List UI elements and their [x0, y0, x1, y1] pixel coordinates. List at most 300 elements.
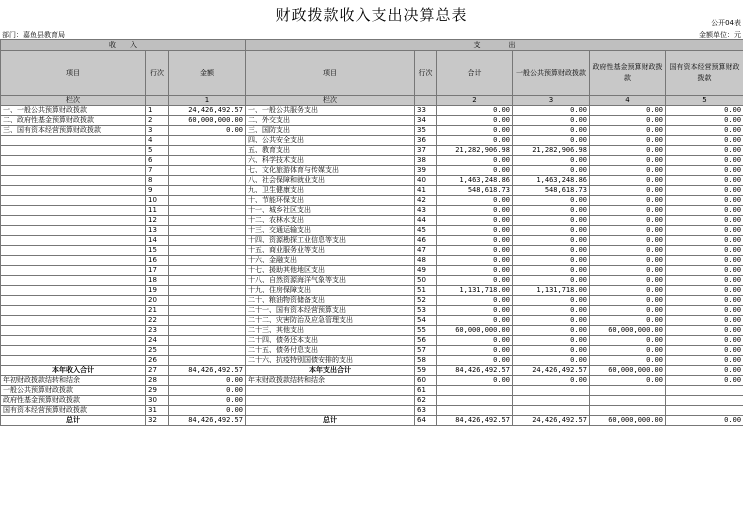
- expense-general-cell[interactable]: 0.00: [513, 326, 590, 336]
- expense-line-cell[interactable]: 36: [415, 136, 437, 146]
- income-line-cell[interactable]: 2: [146, 116, 169, 126]
- expense-fund-cell[interactable]: 0.00: [590, 356, 666, 366]
- income-amount-cell[interactable]: 0.00: [169, 386, 246, 396]
- expense-fund-cell[interactable]: 0.00: [590, 156, 666, 166]
- income-amount-cell[interactable]: [169, 306, 246, 316]
- income-amount-cell[interactable]: 24,426,492.57: [169, 106, 246, 116]
- expense-total-cell[interactable]: [437, 396, 513, 406]
- expense-general-cell[interactable]: 0.00: [513, 206, 590, 216]
- expense-total-label[interactable]: 本年支出合计: [246, 366, 415, 376]
- income-total-label[interactable]: 本年收入合计: [1, 366, 146, 376]
- expense-item-cell[interactable]: 十一、城乡社区支出: [246, 206, 415, 216]
- expense-general-cell[interactable]: 0.00: [513, 236, 590, 246]
- expense-line-cell[interactable]: 40: [415, 176, 437, 186]
- expense-state-cell[interactable]: 0.00: [666, 186, 743, 196]
- expense-total-general[interactable]: 24,426,492.57: [513, 366, 590, 376]
- expense-line-cell[interactable]: 51: [415, 286, 437, 296]
- expense-general-cell[interactable]: 1,463,248.86: [513, 176, 590, 186]
- income-line-cell[interactable]: 15: [146, 246, 169, 256]
- income-line-cell[interactable]: 4: [146, 136, 169, 146]
- income-amount-cell[interactable]: [169, 346, 246, 356]
- expense-general-cell[interactable]: [513, 406, 590, 416]
- income-line-cell[interactable]: 24: [146, 336, 169, 346]
- expense-fund-cell[interactable]: 0.00: [590, 196, 666, 206]
- expense-fund-cell[interactable]: 0.00: [590, 286, 666, 296]
- income-amount-cell[interactable]: 0.00: [169, 396, 246, 406]
- income-line-cell[interactable]: 22: [146, 316, 169, 326]
- expense-item-cell[interactable]: 十八、自然资源海洋气象等支出: [246, 276, 415, 286]
- income-item-cell[interactable]: [1, 186, 146, 196]
- expense-state-cell[interactable]: 0.00: [666, 176, 743, 186]
- income-amount-cell[interactable]: [169, 216, 246, 226]
- income-item-cell[interactable]: [1, 176, 146, 186]
- expense-general-cell[interactable]: 0.00: [513, 336, 590, 346]
- expense-general-cell[interactable]: 0.00: [513, 156, 590, 166]
- expense-item-cell[interactable]: 一、一般公共服务支出: [246, 106, 415, 116]
- expense-general-cell[interactable]: 0.00: [513, 256, 590, 266]
- expense-item-cell[interactable]: 二十一、国有资本经营预算支出: [246, 306, 415, 316]
- expense-fund-cell[interactable]: 0.00: [590, 316, 666, 326]
- expense-line-cell[interactable]: 53: [415, 306, 437, 316]
- income-item-cell[interactable]: [1, 196, 146, 206]
- expense-state-cell[interactable]: 0.00: [666, 256, 743, 266]
- income-amount-cell[interactable]: [169, 206, 246, 216]
- income-item-cell[interactable]: [1, 306, 146, 316]
- expense-general-cell[interactable]: 0.00: [513, 136, 590, 146]
- expense-line-cell[interactable]: 35: [415, 126, 437, 136]
- income-item-cell[interactable]: [1, 266, 146, 276]
- expense-state-cell[interactable]: 0.00: [666, 216, 743, 226]
- income-line-cell[interactable]: 30: [146, 396, 169, 406]
- expense-fund-cell[interactable]: 60,000,000.00: [590, 326, 666, 336]
- income-item-cell[interactable]: 政府性基金预算财政拨款: [1, 396, 146, 406]
- expense-fund-cell[interactable]: 0.00: [590, 256, 666, 266]
- income-amount-cell[interactable]: [169, 256, 246, 266]
- income-amount-cell[interactable]: [169, 266, 246, 276]
- expense-general-cell[interactable]: 0.00: [513, 226, 590, 236]
- expense-total-cell[interactable]: [437, 386, 513, 396]
- expense-state-cell[interactable]: 0.00: [666, 116, 743, 126]
- income-line-cell[interactable]: 20: [146, 296, 169, 306]
- expense-general-cell[interactable]: 0.00: [513, 346, 590, 356]
- expense-fund-cell[interactable]: 0.00: [590, 206, 666, 216]
- income-amount-cell[interactable]: [169, 246, 246, 256]
- expense-item-cell[interactable]: 五、教育支出: [246, 146, 415, 156]
- expense-state-cell[interactable]: 0.00: [666, 146, 743, 156]
- expense-state-cell[interactable]: 0.00: [666, 346, 743, 356]
- expense-item-cell[interactable]: 三、国防支出: [246, 126, 415, 136]
- expense-total-state[interactable]: 0.00: [666, 416, 743, 426]
- expense-fund-cell[interactable]: 0.00: [590, 336, 666, 346]
- income-line-cell[interactable]: 25: [146, 346, 169, 356]
- expense-total-cell[interactable]: 0.00: [437, 236, 513, 246]
- income-amount-cell[interactable]: 0.00: [169, 376, 246, 386]
- expense-line-cell[interactable]: 43: [415, 206, 437, 216]
- expense-line-cell[interactable]: 56: [415, 336, 437, 346]
- expense-item-cell[interactable]: 二十六、抗疫特别国债安排的支出: [246, 356, 415, 366]
- income-amount-cell[interactable]: [169, 176, 246, 186]
- expense-item-cell[interactable]: 七、文化旅游体育与传媒支出: [246, 166, 415, 176]
- income-line-cell[interactable]: 26: [146, 356, 169, 366]
- income-amount-cell[interactable]: 60,000,000.00: [169, 116, 246, 126]
- income-item-cell[interactable]: [1, 166, 146, 176]
- budget-table: [0, 39, 743, 426]
- expense-total-cell[interactable]: 0.00: [437, 256, 513, 266]
- income-amount-cell[interactable]: [169, 286, 246, 296]
- expense-fund-cell[interactable]: 0.00: [590, 136, 666, 146]
- income-amount-cell[interactable]: [169, 136, 246, 146]
- income-total-line[interactable]: 32: [146, 416, 169, 426]
- expense-line-cell[interactable]: 52: [415, 296, 437, 306]
- expense-state-cell[interactable]: 0.00: [666, 296, 743, 306]
- income-line-cell[interactable]: 23: [146, 326, 169, 336]
- expense-fund-cell[interactable]: [590, 386, 666, 396]
- expense-general-cell[interactable]: 548,618.73: [513, 186, 590, 196]
- expense-fund-cell[interactable]: 0.00: [590, 306, 666, 316]
- expense-total-cell[interactable]: 0.00: [437, 116, 513, 126]
- expense-general-cell[interactable]: [513, 396, 590, 406]
- income-line-cell[interactable]: 29: [146, 386, 169, 396]
- income-amount-cell[interactable]: [169, 196, 246, 206]
- expense-state-cell[interactable]: [666, 386, 743, 396]
- income-item-cell[interactable]: [1, 336, 146, 346]
- expense-item-cell[interactable]: 十五、商业服务业等支出: [246, 246, 415, 256]
- table-row: [1, 196, 743, 206]
- expense-line-cell[interactable]: 48: [415, 256, 437, 266]
- expense-total-cell[interactable]: 0.00: [437, 226, 513, 236]
- expense-general-cell[interactable]: 0.00: [513, 216, 590, 226]
- income-item-cell[interactable]: 一般公共预算财政拨款: [1, 386, 146, 396]
- income-line-cell[interactable]: 17: [146, 266, 169, 276]
- income-item-cell[interactable]: [1, 286, 146, 296]
- expense-state-cell[interactable]: 0.00: [666, 206, 743, 216]
- income-line-cell[interactable]: 8: [146, 176, 169, 186]
- table-row: [1, 256, 743, 266]
- income-item-cell[interactable]: [1, 346, 146, 356]
- expense-general-cell[interactable]: 0.00: [513, 266, 590, 276]
- income-amount-cell[interactable]: [169, 166, 246, 176]
- header-fund: 政府性基金预算财政拨款: [590, 51, 666, 96]
- expense-item-cell[interactable]: 十七、援助其他地区支出: [246, 266, 415, 276]
- income-item-cell[interactable]: [1, 236, 146, 246]
- income-line-cell[interactable]: 7: [146, 166, 169, 176]
- expense-item-cell[interactable]: 二十、粮油物资储备支出: [246, 296, 415, 306]
- income-item-cell[interactable]: 年初财政拨款结转和结余: [1, 376, 146, 386]
- income-item-cell[interactable]: [1, 226, 146, 236]
- expense-item-cell[interactable]: 二十三、其他支出: [246, 326, 415, 336]
- expense-line-cell[interactable]: 50: [415, 276, 437, 286]
- expense-item-cell[interactable]: 十四、资源勘探工业信息等支出: [246, 236, 415, 246]
- income-item-cell[interactable]: [1, 136, 146, 146]
- expense-item-cell[interactable]: 六、科学技术支出: [246, 156, 415, 166]
- income-line-cell[interactable]: 19: [146, 286, 169, 296]
- expense-fund-cell[interactable]: 0.00: [590, 146, 666, 156]
- expense-fund-cell[interactable]: 0.00: [590, 246, 666, 256]
- expense-line-cell[interactable]: 34: [415, 116, 437, 126]
- income-item-cell[interactable]: 一、一般公共预算财政拨款: [1, 106, 146, 116]
- expense-fund-cell[interactable]: 0.00: [590, 166, 666, 176]
- income-item-cell[interactable]: [1, 206, 146, 216]
- income-amount-cell[interactable]: [169, 356, 246, 366]
- expense-total-cell[interactable]: 0.00: [437, 276, 513, 286]
- expense-general-cell[interactable]: 0.00: [513, 126, 590, 136]
- expense-state-cell[interactable]: [666, 396, 743, 406]
- expense-line-cell[interactable]: 60: [415, 376, 437, 386]
- expense-line-cell[interactable]: 39: [415, 166, 437, 176]
- income-amount-cell[interactable]: [169, 186, 246, 196]
- expense-state-cell[interactable]: 0.00: [666, 316, 743, 326]
- income-amount-cell[interactable]: [169, 156, 246, 166]
- expense-state-cell[interactable]: 0.00: [666, 226, 743, 236]
- income-total-line[interactable]: 27: [146, 366, 169, 376]
- income-line-cell[interactable]: 1: [146, 106, 169, 116]
- expense-state-cell[interactable]: 0.00: [666, 326, 743, 336]
- expense-item-cell[interactable]: [246, 386, 415, 396]
- expense-fund-cell[interactable]: 0.00: [590, 346, 666, 356]
- expense-total-cell[interactable]: 0.00: [437, 136, 513, 146]
- expense-item-cell[interactable]: 十九、住房保障支出: [246, 286, 415, 296]
- income-total-amount[interactable]: 84,426,492.57: [169, 416, 246, 426]
- expense-total-cell[interactable]: 0.00: [437, 316, 513, 326]
- income-item-cell[interactable]: [1, 216, 146, 226]
- expense-state-cell[interactable]: 0.00: [666, 166, 743, 176]
- expense-total-line[interactable]: 64: [415, 416, 437, 426]
- expense-total-general[interactable]: 24,426,492.57: [513, 416, 590, 426]
- income-item-cell[interactable]: [1, 296, 146, 306]
- expense-item-cell[interactable]: 十二、农林水支出: [246, 216, 415, 226]
- income-amount-cell[interactable]: [169, 316, 246, 326]
- expense-total-cell[interactable]: 0.00: [437, 376, 513, 386]
- expense-line-cell[interactable]: 57: [415, 346, 437, 356]
- expense-state-cell[interactable]: 0.00: [666, 356, 743, 366]
- expense-state-cell[interactable]: 0.00: [666, 156, 743, 166]
- table-row: [1, 396, 743, 406]
- income-amount-cell[interactable]: [169, 326, 246, 336]
- expense-general-cell[interactable]: 0.00: [513, 196, 590, 206]
- expense-line-cell[interactable]: 58: [415, 356, 437, 366]
- expense-total-cell[interactable]: 0.00: [437, 196, 513, 206]
- expense-fund-cell[interactable]: 0.00: [590, 126, 666, 136]
- form-number: 公开04表: [711, 19, 741, 27]
- expense-line-cell[interactable]: 54: [415, 316, 437, 326]
- expense-total-cell[interactable]: 0.00: [437, 306, 513, 316]
- expense-fund-cell[interactable]: 0.00: [590, 266, 666, 276]
- expense-item-cell[interactable]: [246, 406, 415, 416]
- income-amount-cell[interactable]: 0.00: [169, 406, 246, 416]
- expense-general-cell[interactable]: 21,282,906.98: [513, 146, 590, 156]
- income-amount-cell[interactable]: [169, 296, 246, 306]
- expense-general-cell[interactable]: 0.00: [513, 306, 590, 316]
- income-line-cell[interactable]: 10: [146, 196, 169, 206]
- expense-line-cell[interactable]: 61: [415, 386, 437, 396]
- expense-item-cell[interactable]: 二十四、债务还本支出: [246, 336, 415, 346]
- expense-state-cell[interactable]: 0.00: [666, 336, 743, 346]
- expense-general-cell[interactable]: 0.00: [513, 246, 590, 256]
- expense-total-cell[interactable]: 0.00: [437, 266, 513, 276]
- expense-item-cell[interactable]: 二十五、债务付息支出: [246, 346, 415, 356]
- expense-total-cell[interactable]: 0.00: [437, 156, 513, 166]
- expense-fund-cell[interactable]: 0.00: [590, 236, 666, 246]
- expense-general-cell[interactable]: 0.00: [513, 296, 590, 306]
- expense-general-cell[interactable]: 0.00: [513, 106, 590, 116]
- income-item-cell[interactable]: [1, 246, 146, 256]
- expense-line-cell[interactable]: 38: [415, 156, 437, 166]
- income-item-cell[interactable]: [1, 256, 146, 266]
- expense-state-cell[interactable]: 0.00: [666, 376, 743, 386]
- expense-fund-cell[interactable]: 0.00: [590, 216, 666, 226]
- expense-item-cell[interactable]: 十六、金融支出: [246, 256, 415, 266]
- expense-line-cell[interactable]: 46: [415, 236, 437, 246]
- expense-fund-cell[interactable]: 0.00: [590, 226, 666, 236]
- expense-general-cell[interactable]: 0.00: [513, 276, 590, 286]
- expense-item-cell[interactable]: 九、卫生健康支出: [246, 186, 415, 196]
- expense-line-cell[interactable]: 49: [415, 266, 437, 276]
- expense-line-cell[interactable]: 41: [415, 186, 437, 196]
- expense-state-cell[interactable]: 0.00: [666, 266, 743, 276]
- income-amount-cell[interactable]: [169, 276, 246, 286]
- expense-item-cell[interactable]: 年末财政拨款结转和结余: [246, 376, 415, 386]
- unit-label: 金额单位：元: [699, 31, 741, 39]
- income-line-cell[interactable]: 5: [146, 146, 169, 156]
- expense-general-cell[interactable]: 1,131,718.00: [513, 286, 590, 296]
- expense-general-cell[interactable]: 0.00: [513, 376, 590, 386]
- expense-total-cell[interactable]: 0.00: [437, 336, 513, 346]
- expense-line-cell[interactable]: 47: [415, 246, 437, 256]
- expense-total-line[interactable]: 59: [415, 366, 437, 376]
- expense-line-cell[interactable]: 33: [415, 106, 437, 116]
- income-line-cell[interactable]: 13: [146, 226, 169, 236]
- expense-fund-cell[interactable]: 0.00: [590, 106, 666, 116]
- expense-state-cell[interactable]: 0.00: [666, 286, 743, 296]
- expense-item-cell[interactable]: [246, 396, 415, 406]
- expense-total-cell[interactable]: 0.00: [437, 206, 513, 216]
- expense-general-cell[interactable]: 0.00: [513, 116, 590, 126]
- expense-state-cell[interactable]: 0.00: [666, 276, 743, 286]
- expense-item-cell[interactable]: 八、社会保障和就业支出: [246, 176, 415, 186]
- expense-line-cell[interactable]: 42: [415, 196, 437, 206]
- income-line-cell[interactable]: 16: [146, 256, 169, 266]
- expense-item-cell[interactable]: 二、外交支出: [246, 116, 415, 126]
- expense-state-cell[interactable]: 0.00: [666, 196, 743, 206]
- expense-total-total[interactable]: 84,426,492.57: [437, 416, 513, 426]
- expense-line-cell[interactable]: 44: [415, 216, 437, 226]
- income-total-amount[interactable]: 84,426,492.57: [169, 366, 246, 376]
- expense-total-cell[interactable]: 0.00: [437, 346, 513, 356]
- income-line-cell[interactable]: 6: [146, 156, 169, 166]
- income-amount-cell[interactable]: [169, 236, 246, 246]
- expense-total-label[interactable]: 总计: [246, 416, 415, 426]
- expense-total-fund[interactable]: 60,000,000.00: [590, 416, 666, 426]
- expense-total-cell[interactable]: 548,618.73: [437, 186, 513, 196]
- expense-total-fund[interactable]: 60,000,000.00: [590, 366, 666, 376]
- expense-item-cell[interactable]: 四、公共安全支出: [246, 136, 415, 146]
- income-section-header: 收 入: [1, 40, 246, 51]
- expense-total-cell[interactable]: 0.00: [437, 356, 513, 366]
- expense-fund-cell[interactable]: 0.00: [590, 116, 666, 126]
- expense-fund-cell[interactable]: 0.00: [590, 296, 666, 306]
- expense-line-cell[interactable]: 37: [415, 146, 437, 156]
- expense-total-cell[interactable]: 0.00: [437, 296, 513, 306]
- expense-state-cell[interactable]: 0.00: [666, 106, 743, 116]
- income-line-cell[interactable]: 11: [146, 206, 169, 216]
- income-line-cell[interactable]: 28: [146, 376, 169, 386]
- income-amount-cell[interactable]: [169, 336, 246, 346]
- expense-total-cell[interactable]: 1,131,718.00: [437, 286, 513, 296]
- table-row: [1, 176, 743, 186]
- expense-fund-cell[interactable]: [590, 396, 666, 406]
- income-amount-cell[interactable]: [169, 146, 246, 156]
- income-amount-cell[interactable]: 0.00: [169, 126, 246, 136]
- income-line-cell[interactable]: 9: [146, 186, 169, 196]
- income-item-cell[interactable]: 二、政府性基金预算财政拨款: [1, 116, 146, 126]
- expense-line-cell[interactable]: 45: [415, 226, 437, 236]
- expense-general-cell[interactable]: 0.00: [513, 316, 590, 326]
- expense-general-cell[interactable]: 0.00: [513, 166, 590, 176]
- expense-fund-cell[interactable]: 0.00: [590, 276, 666, 286]
- income-item-cell[interactable]: [1, 316, 146, 326]
- income-item-cell[interactable]: [1, 276, 146, 286]
- income-line-cell[interactable]: 18: [146, 276, 169, 286]
- column-header-row: [1, 51, 743, 96]
- expense-line-cell[interactable]: 63: [415, 406, 437, 416]
- expense-total-cell[interactable]: 1,463,248.86: [437, 176, 513, 186]
- expense-total-cell[interactable]: 0.00: [437, 126, 513, 136]
- header-total: 合计: [437, 51, 513, 96]
- expense-state-cell[interactable]: 0.00: [666, 136, 743, 146]
- income-amount-cell[interactable]: [169, 226, 246, 236]
- expense-fund-cell[interactable]: 0.00: [590, 176, 666, 186]
- expense-fund-cell[interactable]: 0.00: [590, 186, 666, 196]
- income-total-label[interactable]: 总计: [1, 416, 146, 426]
- expense-total-cell[interactable]: 60,000,000.00: [437, 326, 513, 336]
- income-item-cell[interactable]: [1, 356, 146, 366]
- expense-fund-cell[interactable]: [590, 406, 666, 416]
- expense-total-cell[interactable]: 21,282,906.98: [437, 146, 513, 156]
- expense-line-cell[interactable]: 62: [415, 396, 437, 406]
- expense-total-cell[interactable]: 0.00: [437, 246, 513, 256]
- expense-general-cell[interactable]: 0.00: [513, 356, 590, 366]
- expense-item-cell[interactable]: 十三、交通运输支出: [246, 226, 415, 236]
- expense-state-cell[interactable]: 0.00: [666, 126, 743, 136]
- expense-state-cell[interactable]: [666, 406, 743, 416]
- expense-fund-cell[interactable]: 0.00: [590, 376, 666, 386]
- income-item-cell[interactable]: 国有资本经营预算财政拨款: [1, 406, 146, 416]
- income-line-cell[interactable]: 12: [146, 216, 169, 226]
- expense-general-cell[interactable]: [513, 386, 590, 396]
- colno-2: 2: [437, 96, 513, 106]
- income-line-cell[interactable]: 21: [146, 306, 169, 316]
- expense-total-cell[interactable]: 0.00: [437, 106, 513, 116]
- income-line-cell[interactable]: 31: [146, 406, 169, 416]
- income-item-cell[interactable]: 三、国有资本经营预算财政拨款: [1, 126, 146, 136]
- income-item-cell[interactable]: [1, 156, 146, 166]
- expense-state-cell[interactable]: 0.00: [666, 306, 743, 316]
- income-line-cell[interactable]: 14: [146, 236, 169, 246]
- expense-total-cell[interactable]: 0.00: [437, 166, 513, 176]
- expense-total-cell[interactable]: [437, 406, 513, 416]
- expense-state-cell[interactable]: 0.00: [666, 236, 743, 246]
- expense-total-cell[interactable]: 0.00: [437, 216, 513, 226]
- expense-total-total[interactable]: 84,426,492.57: [437, 366, 513, 376]
- income-item-cell[interactable]: [1, 326, 146, 336]
- expense-line-cell[interactable]: 55: [415, 326, 437, 336]
- expense-state-cell[interactable]: 0.00: [666, 246, 743, 256]
- expense-item-cell[interactable]: 十、节能环保支出: [246, 196, 415, 206]
- expense-total-state[interactable]: 0.00: [666, 366, 743, 376]
- income-line-cell[interactable]: 3: [146, 126, 169, 136]
- expense-item-cell[interactable]: 二十二、灾害防治及应急管理支出: [246, 316, 415, 326]
- income-item-cell[interactable]: [1, 146, 146, 156]
